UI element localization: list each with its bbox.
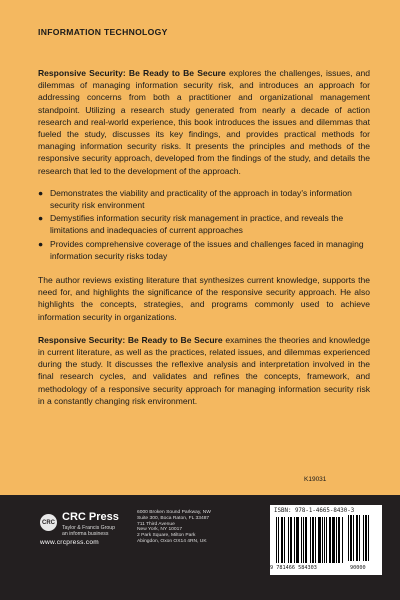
bullet-icon: ● — [38, 238, 44, 249]
outro-paragraph — [38, 334, 370, 407]
address-line: 6000 Broken Sound Parkway, NW — [137, 510, 211, 515]
category-label: INFORMATION TECHNOLOGY — [38, 27, 168, 37]
supplement-bars-icon — [348, 515, 376, 563]
isbn-barcode — [270, 505, 382, 575]
supplement-digits: 90000 — [350, 565, 366, 571]
publisher-group-line: an informa business — [62, 531, 109, 538]
address-line: Abingdon, Oxon OX14 4RN, UK — [137, 538, 207, 544]
bullet-icon: ● — [38, 187, 44, 198]
address-line: 711 Third Avenue — [137, 521, 175, 527]
cover-copy — [38, 67, 370, 407]
barcode-digits: 9 781466 584303 — [270, 565, 317, 571]
publisher-group-line: Taylor & Francis Group — [62, 525, 116, 531]
barcode-bars-icon — [276, 517, 344, 565]
list-item — [38, 212, 370, 236]
outro-text: examines the theories and knowledge in current literature, as well as the practices, related issues, and dilemmas experienced during the study. It discusses the reflexive analysis and interpretation involved in the final research cycles, and validates and refines the concepts, framework, and methodology of a responsive security approach for managing information security risk in a constantly changing risk environment. — [38, 334, 370, 406]
address-line: New York, NY 10017 — [137, 527, 183, 533]
list-item-text: Provides comprehensive coverage of the issues and challenges faced in managing information security risks today — [50, 238, 364, 261]
isbn-label: ISBN: 978-1-4665-8430-3 — [274, 508, 355, 514]
feature-list — [38, 187, 370, 262]
crc-logo-icon: CRC — [40, 514, 57, 531]
list-item-text: Demystifies information security risk management in practice, and reveals the limitations and inadequacies of current approaches — [50, 213, 344, 236]
publisher-addresses — [137, 510, 247, 545]
address-line: Suite 300, Boca Raton, FL 33487 — [137, 515, 210, 521]
publisher-footer — [0, 495, 400, 600]
address-line: 2 Park Square, Milton Park — [137, 533, 196, 539]
outro-book-title: Responsive Security: Be Ready to Be Secure — [38, 334, 223, 345]
bullet-icon: ● — [38, 213, 44, 224]
list-item — [38, 238, 370, 262]
list-item-text: Demonstrates the viability and practicality of the approach in today's information security risk environment — [50, 187, 352, 211]
publisher-url: www.crcpress.com — [40, 539, 99, 546]
publisher-group — [62, 525, 115, 537]
intro-text: explores the challenges, issues, and dilemmas of managing information security risk, and introduces an approach for addressing concerns from both a practitioner and organizational management standpoint. Utilizing a research study generated from nearly a decade of action research and real-world experience, this book introduces the issues and dilemmas that fueled the study, discusses its key findings, and provides practical methods for managing information security risks. It presents the principles and methods of the responsive security approach, developed from the findings of the study, and details the research that led to the development of the approach. — [38, 68, 370, 176]
product-code: K19031 — [304, 476, 327, 483]
list-item — [38, 187, 370, 211]
publisher-name: CRC Press — [62, 511, 119, 523]
intro-book-title: Responsive Security: Be Ready to Be Secure — [38, 68, 226, 78]
intro-paragraph — [38, 67, 370, 177]
review-paragraph: The author reviews existing literature that synthesizes current knowledge, supports the need for, and highlights the significance of the responsive security approach. He also highlights the concepts, strategies, and programs commonly used to achieve information security in organizations. — [38, 275, 370, 322]
